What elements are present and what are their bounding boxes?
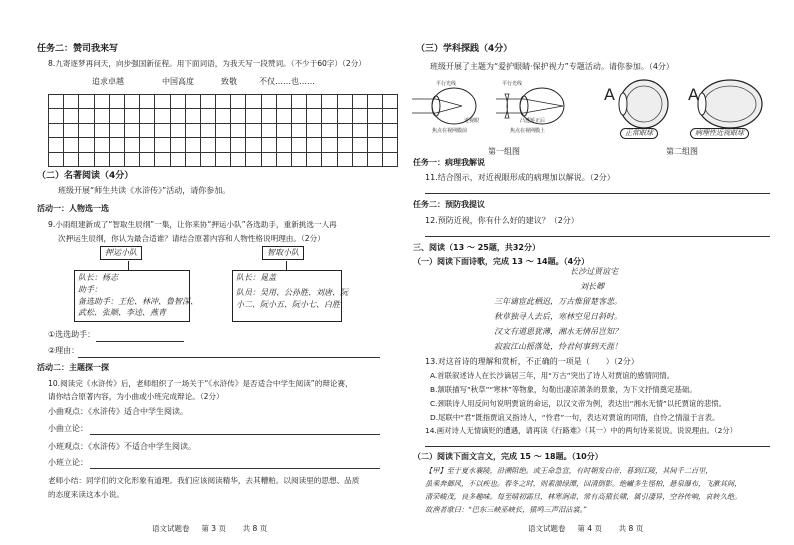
task2-label: 任务二：预防我提议: [413, 200, 485, 209]
grid-cell[interactable]: [64, 109, 79, 123]
grid-cell[interactable]: [337, 95, 352, 109]
grid-cell[interactable]: [276, 138, 291, 152]
grid-cell[interactable]: [322, 123, 337, 137]
grid-cell[interactable]: [94, 109, 109, 123]
footer-title: 语文试题卷: [528, 524, 566, 533]
grid-cell[interactable]: [185, 123, 200, 137]
grid-cell[interactable]: [367, 123, 382, 137]
classic-text-line: 虽乘奔御风，不以疾也。春冬之时，则素湍绿潭，回清倒影。绝𪩘多生怪柏，悬泉瀑布，飞漱其间，: [425, 479, 742, 488]
grid-cell[interactable]: [109, 138, 124, 152]
grid-cell[interactable]: [276, 123, 291, 137]
grid-cell[interactable]: [352, 123, 367, 137]
grid-cell[interactable]: [155, 138, 170, 152]
grid-cell[interactable]: [124, 123, 139, 137]
grid-cell[interactable]: [140, 109, 155, 123]
grid-row: [49, 152, 398, 166]
q8-word: 致敬: [221, 77, 237, 86]
q8-word: 追求卓越: [92, 77, 124, 86]
grid-cell[interactable]: [49, 109, 64, 123]
grid-cell[interactable]: [124, 138, 139, 152]
myopic-eyeball-label: 病理性近视眼球: [690, 128, 749, 139]
grid-cell[interactable]: [155, 123, 170, 137]
grid-cell[interactable]: [337, 152, 352, 166]
grid-cell[interactable]: [292, 138, 307, 152]
grid-cell[interactable]: [49, 95, 64, 109]
grid-cell[interactable]: [292, 152, 307, 166]
grid-cell[interactable]: [246, 138, 261, 152]
xiaoban-arg-label: 小班立论：: [48, 458, 88, 467]
normal-eyeball-label: 正常眼球: [620, 128, 658, 139]
grid-cell[interactable]: [322, 109, 337, 123]
grid-cell[interactable]: [337, 138, 352, 152]
grid-cell[interactable]: [307, 109, 322, 123]
grid-row: [49, 95, 398, 109]
sub2-header: （二）阅读下面文言文，完成 15 ～ 18题。（10分）: [413, 452, 603, 461]
q11-answer-line[interactable]: [425, 193, 770, 194]
grid-cell[interactable]: [49, 138, 64, 152]
grid-cell[interactable]: [231, 123, 246, 137]
xiaoqu-arg-blank[interactable]: [90, 434, 380, 435]
choose-helper-label: ①选选助手：: [48, 330, 96, 339]
grid-cell[interactable]: [155, 95, 170, 109]
q9-prompt-line1: 9.小雨组建新成了“智取生辰纲”一集，让你来协“押运小队”各选助手，重新挑选一人再: [48, 220, 337, 229]
grid-cell[interactable]: [322, 152, 337, 166]
q8-word: 不仅……也……: [259, 77, 315, 86]
escort-team-helper: 助手：: [78, 285, 102, 294]
section2-intro: 班级开展“师生共读《水浒传》”活动，请你参加。: [58, 186, 231, 195]
grid-cell[interactable]: [383, 95, 398, 109]
grid-cell[interactable]: [94, 152, 109, 166]
section3-header: （三）学科探践（4分）: [416, 44, 513, 54]
grid-cell[interactable]: [155, 109, 170, 123]
grid-cell[interactable]: [261, 138, 276, 152]
grid-cell[interactable]: [383, 138, 398, 152]
grid-cell[interactable]: [64, 95, 79, 109]
grid-cell[interactable]: [292, 123, 307, 137]
diagram-label: 近视眼: [464, 118, 480, 124]
heist-team-title: 智取小队: [262, 246, 304, 260]
figure-caption-1: 第一组图: [488, 147, 520, 156]
poem-line: 寂寂江山摇落处，怜君何事到天涯！: [494, 342, 622, 351]
grid-cell[interactable]: [307, 123, 322, 137]
q13-option-b: B.颔联描写“秋草”“寒林”等物象，勾勒出凄凉萧条的景象，为下文抒情奠定基础。: [430, 385, 697, 394]
heist-team-members: 队员：吴用、公孙胜、刘唐、阮: [236, 288, 348, 297]
q13-option-c: C.颈联诗人用反问句说明贾谊的命运，以汉文帝为例，表达出“湘水无情”以托贾谊的悲愤。: [430, 399, 727, 408]
footer-right: [528, 524, 643, 533]
q12-prompt: 12.预防近视，你有什么好的建议？（2分）: [425, 216, 579, 225]
grid-cell[interactable]: [124, 152, 139, 166]
diagram-label: 焦点在视网膜上: [510, 128, 546, 134]
sub1-header: （一）阅读下面诗歌，完成 13 ～ 14题。（4分）: [413, 257, 590, 266]
q12-answer-line[interactable]: [425, 236, 770, 237]
grid-cell[interactable]: [170, 152, 185, 166]
grid-row: [49, 123, 398, 137]
grid-cell[interactable]: [307, 138, 322, 152]
grid-cell[interactable]: [185, 152, 200, 166]
q11-prompt: 11.结合图示，对近视眼形成的病理加以解说。（2分）: [425, 173, 615, 182]
grid-cell[interactable]: [367, 109, 382, 123]
task1-label: 任务一：病理我解说: [413, 158, 485, 167]
grid-cell[interactable]: [64, 152, 79, 166]
grid-cell[interactable]: [307, 95, 322, 109]
grid-cell[interactable]: [292, 109, 307, 123]
footer-title: 语文试题卷: [152, 524, 190, 533]
grid-cell[interactable]: [261, 109, 276, 123]
q14-answer-line[interactable]: [425, 446, 770, 447]
grid-cell[interactable]: [124, 109, 139, 123]
grid-cell[interactable]: [124, 95, 139, 109]
grid-cell[interactable]: [276, 109, 291, 123]
grid-cell[interactable]: [79, 152, 94, 166]
grid-cell[interactable]: [352, 152, 367, 166]
grid-cell[interactable]: [170, 109, 185, 123]
grid-cell[interactable]: [109, 123, 124, 137]
grid-cell[interactable]: [200, 95, 215, 109]
grid-cell[interactable]: [216, 152, 231, 166]
grid-cell[interactable]: [200, 123, 215, 137]
diagram-label: 凸透矫正后: [520, 118, 546, 124]
grid-cell[interactable]: [231, 152, 246, 166]
choose-helper-blank[interactable]: [96, 341, 184, 342]
xiaoqu-arg-label: 小曲立论：: [48, 424, 88, 433]
footer-page: 第 4 页: [577, 524, 602, 533]
grid-cell[interactable]: [352, 109, 367, 123]
poem-line: 三年谪宦此栖迟，万古惟留楚客悲。: [494, 297, 622, 306]
diagram-label: 平行光线: [436, 81, 457, 87]
grid-cell[interactable]: [367, 152, 382, 166]
grid-cell[interactable]: [170, 138, 185, 152]
grid-cell[interactable]: [231, 95, 246, 109]
grid-cell[interactable]: [216, 138, 231, 152]
writing-grid[interactable]: [48, 94, 398, 167]
grid-cell[interactable]: [94, 95, 109, 109]
grid-cell[interactable]: [94, 138, 109, 152]
grid-cell[interactable]: [231, 109, 246, 123]
grid-cell[interactable]: [170, 123, 185, 137]
grid-cell[interactable]: [352, 95, 367, 109]
footer-page: 第 3 页: [201, 524, 226, 533]
grid-cell[interactable]: [383, 123, 398, 137]
escort-team-candidates: 武松、张顺、李逵、燕青: [78, 308, 166, 317]
teacher-summary-line2: 的态度来读这本小说。: [48, 490, 124, 499]
grid-cell[interactable]: [383, 109, 398, 123]
svg-text:A: A: [604, 85, 615, 104]
grid-cell[interactable]: [79, 109, 94, 123]
poem-line: 秋草独寻人去后，寒林空见日斜时。: [494, 312, 622, 321]
classic-text-line: 故渔者歌曰：“巴东三峡巫峡长，猿鸣三声泪沾裳。”: [425, 505, 587, 514]
grid-row: [49, 138, 398, 152]
q13-prompt: 13.对这首诗的理解和赏析，不正确的一项是（ ）（2分）: [425, 357, 639, 366]
grid-cell[interactable]: [246, 95, 261, 109]
poem-line: 汉文有道恩犹薄，湘水无情吊岂知？: [494, 327, 622, 336]
grid-cell[interactable]: [185, 109, 200, 123]
xiaoban-arg-blank[interactable]: [90, 468, 380, 469]
footer-total: 共 8 页: [618, 524, 644, 533]
grid-cell[interactable]: [155, 152, 170, 166]
grid-cell[interactable]: [261, 95, 276, 109]
escort-team-title: 押运小队: [100, 246, 142, 260]
section2-header: （二）名著阅读（4分）: [37, 171, 134, 181]
grid-cell[interactable]: [185, 138, 200, 152]
grid-cell[interactable]: [337, 109, 352, 123]
grid-cell[interactable]: [276, 95, 291, 109]
grid-cell[interactable]: [140, 138, 155, 152]
classic-text-line: 【甲】至于夏水襄陵，沿溯阻绝。或王命急宣，有时朝发白帝，暮到江陵，其间千二百里，: [425, 466, 713, 475]
teacher-summary-line1: 老师小结：同学们的文化形象有道理。我们应该阅读精华，去其糟粕。以阅读里的思想、品质: [48, 476, 360, 485]
grid-cell[interactable]: [79, 138, 94, 152]
grid-cell[interactable]: [337, 123, 352, 137]
grid-cell[interactable]: [216, 95, 231, 109]
heist-team-leader: 队长：晁盖: [236, 273, 276, 282]
grid-cell[interactable]: [367, 138, 382, 152]
grid-cell[interactable]: [140, 152, 155, 166]
grid-cell[interactable]: [49, 123, 64, 137]
xiaoqu-view: 小曲观点：《水浒传》适合中学生阅读。: [48, 407, 188, 416]
grid-cell[interactable]: [216, 123, 231, 137]
grid-cell[interactable]: [94, 123, 109, 137]
grid-cell[interactable]: [261, 123, 276, 137]
heist-team-members: 小二、阮小五、阮小七、白胜: [236, 300, 340, 309]
grid-cell[interactable]: [79, 95, 94, 109]
q8-word: 中国高度: [162, 77, 194, 86]
grid-cell[interactable]: [185, 95, 200, 109]
grid-cell[interactable]: [64, 138, 79, 152]
part3-header: 三、阅读（13 ～ 25题，共32分）: [413, 243, 540, 252]
grid-cell[interactable]: [79, 123, 94, 137]
grid-cell[interactable]: [276, 152, 291, 166]
grid-row: [49, 109, 398, 123]
q9-prompt-line2: 次押运生辰纲，你认为最合适谁？请结合原著内容和人物性格说明理由。（2分）: [58, 234, 325, 243]
grid-cell[interactable]: [246, 109, 261, 123]
escort-team-leader: 队长：杨志: [78, 273, 118, 282]
q13-option-a: A.首联叙述诗人在长沙谪居三年，用“万古”突出了诗人对贾谊的感情同情。: [430, 371, 675, 380]
grid-cell[interactable]: [261, 152, 276, 166]
grid-cell[interactable]: [322, 95, 337, 109]
activity2-label: 活动二：主题探一探: [37, 363, 109, 372]
poem-author: 刘长卿: [580, 282, 604, 291]
grid-cell[interactable]: [367, 95, 382, 109]
footer-left: [152, 524, 267, 533]
poem-title: 长沙过贾谊宅: [570, 267, 618, 276]
grid-cell[interactable]: [64, 123, 79, 137]
grid-cell[interactable]: [109, 95, 124, 109]
svg-text:A: A: [688, 85, 699, 104]
diagram-label: 平行光线: [502, 81, 523, 87]
q8-prompt: 8.九寄逐梦再问天，向步强国新征程。用下面词语，为我天写一段赞词。（不少于60字）（2分）: [48, 59, 366, 68]
q13-option-d: D.尾联中“君”既指贾谊又指诗人，“怜君”一句，表达对贾谊的同情，自怜之情溢于言表。: [430, 413, 720, 422]
grid-cell[interactable]: [292, 95, 307, 109]
grid-cell[interactable]: [49, 152, 64, 166]
myopia-diagram-set-1: [412, 78, 580, 148]
grid-cell[interactable]: [246, 123, 261, 137]
grid-cell[interactable]: [200, 152, 215, 166]
xiaoban-view: 小班观点：《水浒传》不适合中学生阅读。: [48, 442, 196, 451]
activity1-label: 活动一：人物选一选: [37, 204, 109, 213]
grid-cell[interactable]: [140, 123, 155, 137]
myopic-eyeball-diagram: [688, 80, 762, 128]
grid-cell[interactable]: [352, 138, 367, 152]
classic-text-line: 清荣峻茂，良多趣味。每至晴初霜旦，林寒涧肃，常有高猿长啸，属引凄异，空谷传响，哀转久绝。: [425, 492, 742, 501]
grid-cell[interactable]: [109, 152, 124, 166]
grid-cell[interactable]: [383, 152, 398, 166]
grid-cell[interactable]: [200, 109, 215, 123]
section3-intro: 班级开展了主题为“爱护眼睛·保护视力”专题活动。请你参加。（4分）: [430, 62, 674, 71]
task2-header: 任务二：赞司我来写: [37, 44, 119, 54]
diagram-label: 焦点在视网膜前: [432, 128, 468, 134]
figure-caption-2: 第二组图: [666, 147, 698, 156]
grid-cell[interactable]: [170, 95, 185, 109]
grid-cell[interactable]: [140, 95, 155, 109]
grid-cell[interactable]: [216, 109, 231, 123]
q10-prompt-line2: 请你结合原著内容，为小曲或小班完成辩论。（2分）: [48, 392, 224, 401]
footer-total: 共 8 页: [242, 524, 268, 533]
normal-eyeball-diagram: [604, 80, 668, 128]
q14-prompt: 14.画对诗人无情谪贬的遭遇，请再读《行路难》（其一）中的两句诗来说说。说说理由。（2分）: [425, 426, 738, 435]
grid-cell[interactable]: [200, 138, 215, 152]
grid-cell[interactable]: [307, 152, 322, 166]
grid-cell[interactable]: [246, 152, 261, 166]
reason-blank[interactable]: [78, 357, 380, 358]
reason-label: ②理由：: [48, 346, 80, 355]
q10-prompt-line1: 10.阅读完《水浒传》后，老师组织了一场关于“《水浒传》是否适合中学生阅读”的辩论赛，: [48, 379, 353, 388]
grid-cell[interactable]: [109, 109, 124, 123]
grid-cell[interactable]: [322, 138, 337, 152]
escort-team-candidates: 备选助手：王伦、林冲、鲁智深、: [78, 297, 198, 306]
grid-cell[interactable]: [231, 138, 246, 152]
